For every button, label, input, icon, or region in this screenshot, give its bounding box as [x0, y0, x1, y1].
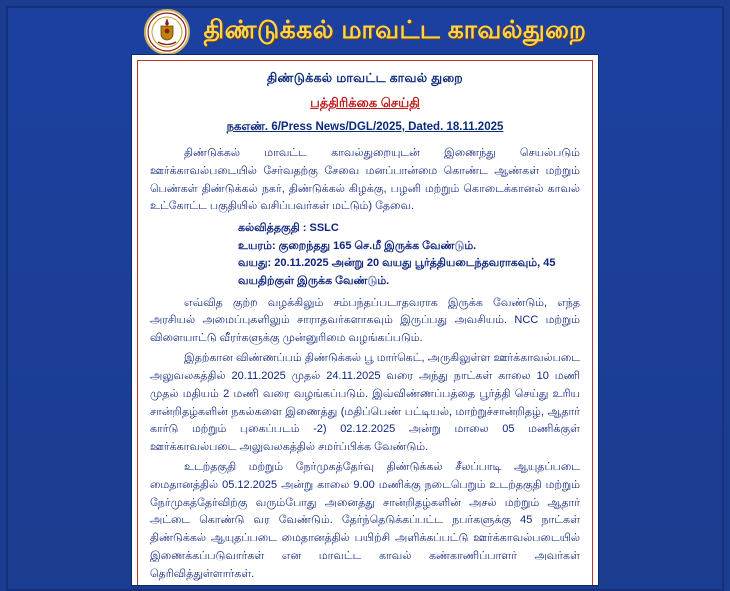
document-reference-line: நகஎண். 6/Press News/DGL/2025, Dated. 18.11.2025	[226, 121, 504, 133]
criteria-height: உயரம்: குறைந்தது 165 செ.மீ இருக்க வேண்டும்.	[238, 239, 477, 252]
document-inner-border	[137, 60, 593, 586]
paragraph-application: இதற்கான விண்ணப்பம் திண்டுக்கல் பூ மார்கெட், அருகிலுள்ள ஊர்க்காவல்படை அலுவலகத்தில் 20.11.2025 முதல் 24.11.2025 வரை அந்து நாட்கள் காலை 10 மணி முதல் மதியம் 2 மணி வரை வழங்கப்படும். இவ்விண்ணப்பத்தை பூர்த்தி செய்து உரிய சான்றிதழ்களின் நகல்களை இணைத்து (மதிப்பெண் பட்டியல், மாற்றுச்சான்றிதழ், ஆதார் கார்டு மற்றும் புகைப்படம் -2) 02.12.2025 அன்று மாலை 05 மணிக்குள் ஊர்க்காவல்படை அலுவலகத்தில் சமர்ப்பிக்க வேண்டும்.	[150, 352, 580, 454]
document-title: திண்டுக்கல் மாவட்ட காவல் துறை	[267, 71, 463, 85]
criteria-age: வயது: 20.11.2025 அன்று 20 வயது பூர்த்தியடைந்தவராகவும், 45 வயதிற்குள் இருக்க வேண்டும்.	[238, 257, 556, 288]
paragraph-intro: திண்டுக்கல் மாவட்ட காவல்துறையுடன் இணைந்து செயல்படும் ஊர்க்காவல்படையில் சேர்வதற்கு சேவை மனப்பான்மை கொண்ட ஆண்கள் மற்றும் பெண்கள் திண்டுக்கல் நகர், திண்டுக்கல் கிழக்கு, பழனி மற்றும் கொடைக்கானல் காவல் உட்கோட்ட பகுதியில் வசிப்பவர்கள் மட்டும்) தேவை.	[150, 147, 580, 213]
paragraph-physical-test: உடற்தகுதி மற்றும் நேர்முகத்தேர்வு திண்டுக்கல் சீலப்பாடி ஆயுதப்படை மைதானத்தில் 05.12.2025 அன்று காலை 9.00 மணிக்கு நடைபெறும் உடற்தகுதி மற்றும் நேர்முகத்தேர்விற்கு வரும்போது அனைத்து சான்றிதழ்களின் அசல் மற்றும் ஆதார் அட்டை கொண்டு வர வேண்டும். தேர்ந்தெடுக்கப்பட்ட நபர்களுக்கு 45 நாட்கள் திண்டுக்கல் ஆயுதப்படை மைதானத்தில் பயிற்சி அளிக்கப்பட்டு ஊர்க்காவல்படையில் இணைக்கப்படுவார்கள் என மாவட்ட காவல் கண்காணிப்பாளர் அவர்கள் தெரிவித்துள்ளார்கள்.	[150, 460, 580, 580]
document-body	[150, 145, 580, 584]
criteria-education: கல்வித்தகுதி : SSLC	[238, 222, 339, 235]
eligibility-criteria-list	[150, 220, 580, 290]
header-title: திண்டுக்கல் மாவட்ட காவல்துறை	[203, 16, 587, 44]
police-emblem-icon	[144, 9, 190, 55]
paragraph-conduct: எவ்வித குற்ற வழக்கிலும் சம்பந்தப்படாதவராக இருக்க வேண்டும், எந்த அரசியல் அமைப்புகளிலும் சாராதவர்களாகவும் இருப்பது அவசியம். NCC மற்றும் விளையாட்டு வீரர்களுக்கு முன்னுரிமை வழங்கப்படும்.	[150, 296, 580, 345]
document-subtitle: பத்திரிக்கை செய்தி	[310, 95, 420, 110]
page-header	[10, 10, 720, 54]
press-release-document	[131, 54, 599, 586]
